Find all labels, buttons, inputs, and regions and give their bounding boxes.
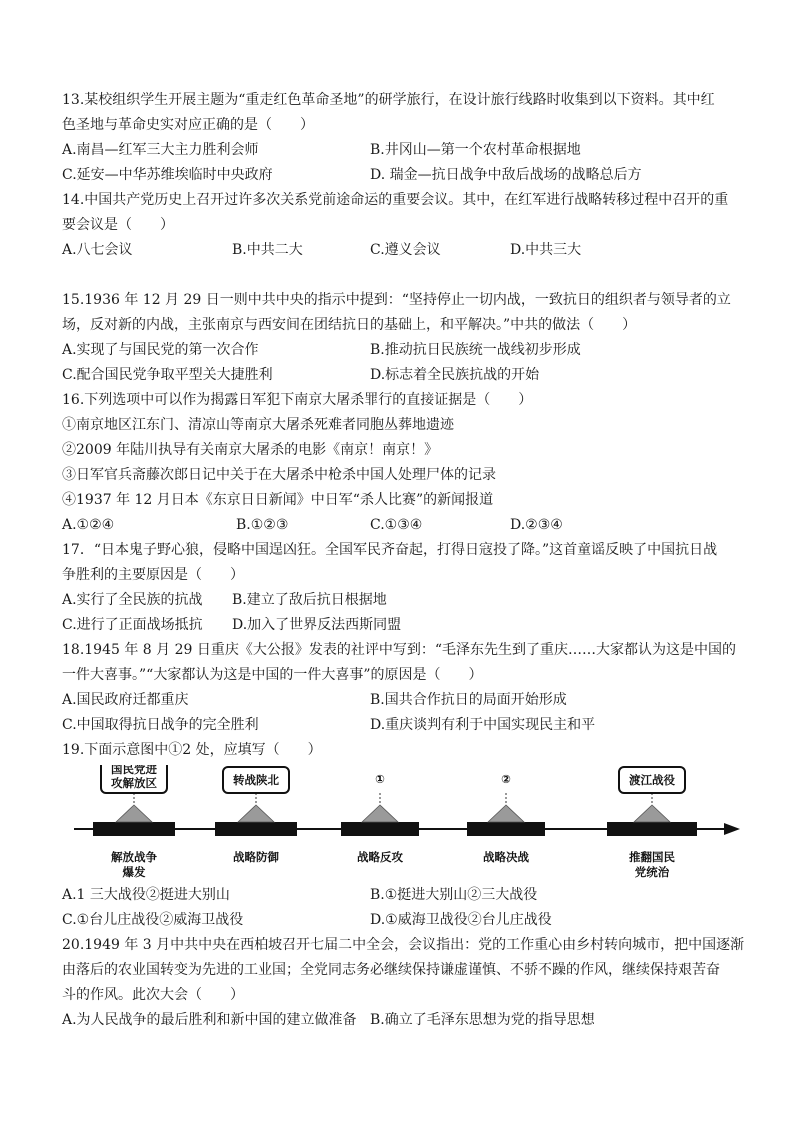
q16-option-b: B.①②③ bbox=[236, 517, 289, 533]
q14-option-a: A.八七会议 bbox=[62, 242, 133, 258]
timeline-marker-4 bbox=[488, 805, 524, 822]
q14-option-d: D.中共三大 bbox=[510, 242, 582, 258]
q18-option-a: A.国民政府迁都重庆 bbox=[62, 692, 189, 708]
q20-stem-line1: 20.1949 年 3 月中共中央在西柏坡召开七届二中全会，会议指出：党的工作重心由乡村转向城市，把中国逐渐 bbox=[62, 937, 745, 953]
q13-option-d: D. 瑞金—抗日战争中敌后战场的战略总后方 bbox=[370, 167, 642, 183]
timeline-event-label-2-line-1: 转战陕北 bbox=[233, 773, 279, 787]
timeline-segment-4 bbox=[467, 822, 545, 836]
q16-item-3: ③日军官兵斋藤次郎日记中关于在大屠杀中枪杀中国人处理尸体的记录 bbox=[62, 467, 496, 483]
q16-option-a: A.①②④ bbox=[62, 517, 115, 533]
timeline-blank-4: ② bbox=[501, 772, 511, 786]
q15-option-b: B.推动抗日民族统一战线初步形成 bbox=[370, 342, 581, 358]
q13-stem-line2: 色圣地与革命史实对应正确的是（ ） bbox=[62, 117, 314, 133]
q15-option-a: A.实现了与国民党的第一次合作 bbox=[62, 342, 259, 358]
q17-stem-line2: 争胜利的主要原因是（ ） bbox=[62, 567, 244, 583]
timeline-event-label-1-line-1: 国民党进 bbox=[111, 765, 157, 776]
q18-stem-line2: 一件大喜事。”“大家都认为这是中国的一件大喜事”的原因是（ ） bbox=[62, 667, 483, 683]
q16-stem: 16.下列选项中可以作为揭露日军犯下南京大屠杀罪行的直接证据是（ ） bbox=[62, 392, 533, 408]
timeline-segment-2 bbox=[215, 822, 297, 836]
q15-option-c: C.配合国民党争取平型关大捷胜利 bbox=[62, 367, 273, 383]
q19-option-b: B.①挺进大别山②三大战役 bbox=[370, 887, 538, 903]
timeline-segment-3 bbox=[341, 822, 419, 836]
timeline-stage-label-1-line-1: 解放战争 bbox=[111, 850, 157, 864]
timeline-svg bbox=[74, 765, 744, 905]
timeline-stage-label-5-line-1: 推翻国民 bbox=[629, 850, 675, 864]
q20-stem-line3: 斗的作风。此次大会（ ） bbox=[62, 987, 244, 1003]
timeline-segment-1 bbox=[93, 822, 175, 836]
timeline-stage-label-1-line-2: 爆发 bbox=[122, 865, 146, 879]
q13-option-a: A.南昌—红军三大主力胜利会师 bbox=[62, 142, 259, 158]
q16-item-4: ④1937 年 12 月日本《东京日日新闻》中日军“杀人比赛”的新闻报道 bbox=[62, 492, 494, 508]
q16-item-2: ②2009 年陆川执导有关南京大屠杀的电影《南京！南京！》 bbox=[62, 442, 439, 458]
q15-stem-line2: 场，反对新的内战，主张南京与西安间在团结抗日的基础上，和平解决。”中共的做法（ ） bbox=[62, 317, 637, 333]
q15-stem-line1: 15.1936 年 12 月 29 日一则中共中央的指示中提到：“坚持停止一切内战，一致抗日的组织者与领导者的立 bbox=[62, 292, 731, 308]
q18-option-d: D.重庆谈判有利于中国实现民主和平 bbox=[370, 717, 596, 733]
timeline-stage-label-5-line-2: 党统治 bbox=[634, 865, 670, 879]
timeline-event-label-5-line-1: 渡江战役 bbox=[629, 773, 675, 787]
q15-option-d: D.标志着全民族抗战的开始 bbox=[370, 367, 540, 383]
q20-option-a: A.为人民战争的最后胜利和新中国的建立做准备 bbox=[62, 1012, 357, 1028]
timeline-stage-label-3-line-1: 战略反攻 bbox=[357, 850, 403, 864]
q18-option-c: C.中国取得抗日战争的完全胜利 bbox=[62, 717, 259, 733]
q16-item-1: ①南京地区江东门、清凉山等南京大屠杀死难者同胞丛葬地遗迹 bbox=[62, 417, 454, 433]
q17-option-c: C.进行了正面战场抵抗 bbox=[62, 617, 203, 633]
timeline-event-label-1-line-2: 攻解放区 bbox=[111, 776, 157, 790]
timeline-segment-5 bbox=[607, 822, 697, 836]
timeline-marker-3 bbox=[362, 805, 398, 822]
timeline-stage-label-4-line-1: 战略决战 bbox=[483, 850, 529, 864]
q19-option-a: A.1 三大战役②挺进大别山 bbox=[62, 887, 230, 903]
q17-option-b: B.建立了敌后抗日根据地 bbox=[232, 592, 387, 608]
q19-option-c: C.①台儿庄战役②威海卫战役 bbox=[62, 912, 244, 928]
liberation-war-timeline-diagram bbox=[74, 765, 744, 905]
timeline-marks bbox=[93, 765, 697, 879]
timeline-blank-3: ① bbox=[375, 772, 385, 786]
q13-stem-line1: 13.某校组织学生开展主题为“重走红色革命圣地”的研学旅行，在设计旅行线路时收集到以下资料。其中红 bbox=[62, 92, 715, 108]
timeline-marker-1 bbox=[116, 805, 152, 822]
q18-stem-line1: 18.1945 年 8 月 29 日重庆《大公报》发表的社评中写到：“毛泽东先生到了重庆……大家都认为这是中国的 bbox=[62, 642, 737, 658]
timeline-marker-5 bbox=[634, 805, 670, 822]
q17-option-d: D.加入了世界反法西斯同盟 bbox=[232, 617, 402, 633]
q19-stem: 19.下面示意图中①2 处，应填写（ ） bbox=[62, 742, 322, 758]
q17-stem-line1: 17．“日本鬼子野心狼，侵略中国逞凶狂。全国军民齐奋起，打得日寇投了降。”这首童谣反映了中国抗日战 bbox=[62, 542, 718, 558]
q14-stem-line2: 要会议是（ ） bbox=[62, 217, 174, 233]
q16-option-d: D.②③④ bbox=[510, 517, 563, 533]
q18-option-b: B.国共合作抗日的局面开始形成 bbox=[370, 692, 567, 708]
q14-option-c: C.遵义会议 bbox=[370, 242, 441, 258]
q13-option-c: C.延安—中华苏维埃临时中央政府 bbox=[62, 167, 273, 183]
q14-stem-line1: 14.中国共产党历史上召开过许多次关系党前途命运的重要会议。其中，在红军进行战略转移过程中召开的重 bbox=[62, 192, 729, 208]
timeline-marker-2 bbox=[238, 805, 274, 822]
q20-option-b: B.确立了毛泽东思想为党的指导思想 bbox=[370, 1012, 595, 1028]
q16-option-c: C.①③④ bbox=[370, 517, 423, 533]
q13-option-b: B.井冈山—第一个农村革命根据地 bbox=[370, 142, 581, 158]
q20-stem-line2: 由落后的农业国转变为先进的工业国；全党同志务必继续保持谦虚谨慎、不骄不躁的作风，继续保持艰苦奋 bbox=[62, 962, 720, 978]
timeline-stage-label-2-line-1: 战略防御 bbox=[233, 850, 279, 864]
q14-option-b: B.中共二大 bbox=[232, 242, 303, 258]
q19-option-d: D.①威海卫战役②台儿庄战役 bbox=[370, 912, 552, 928]
timeline-arrow bbox=[724, 823, 740, 835]
q17-option-a: A.实行了全民族的抗战 bbox=[62, 592, 203, 608]
